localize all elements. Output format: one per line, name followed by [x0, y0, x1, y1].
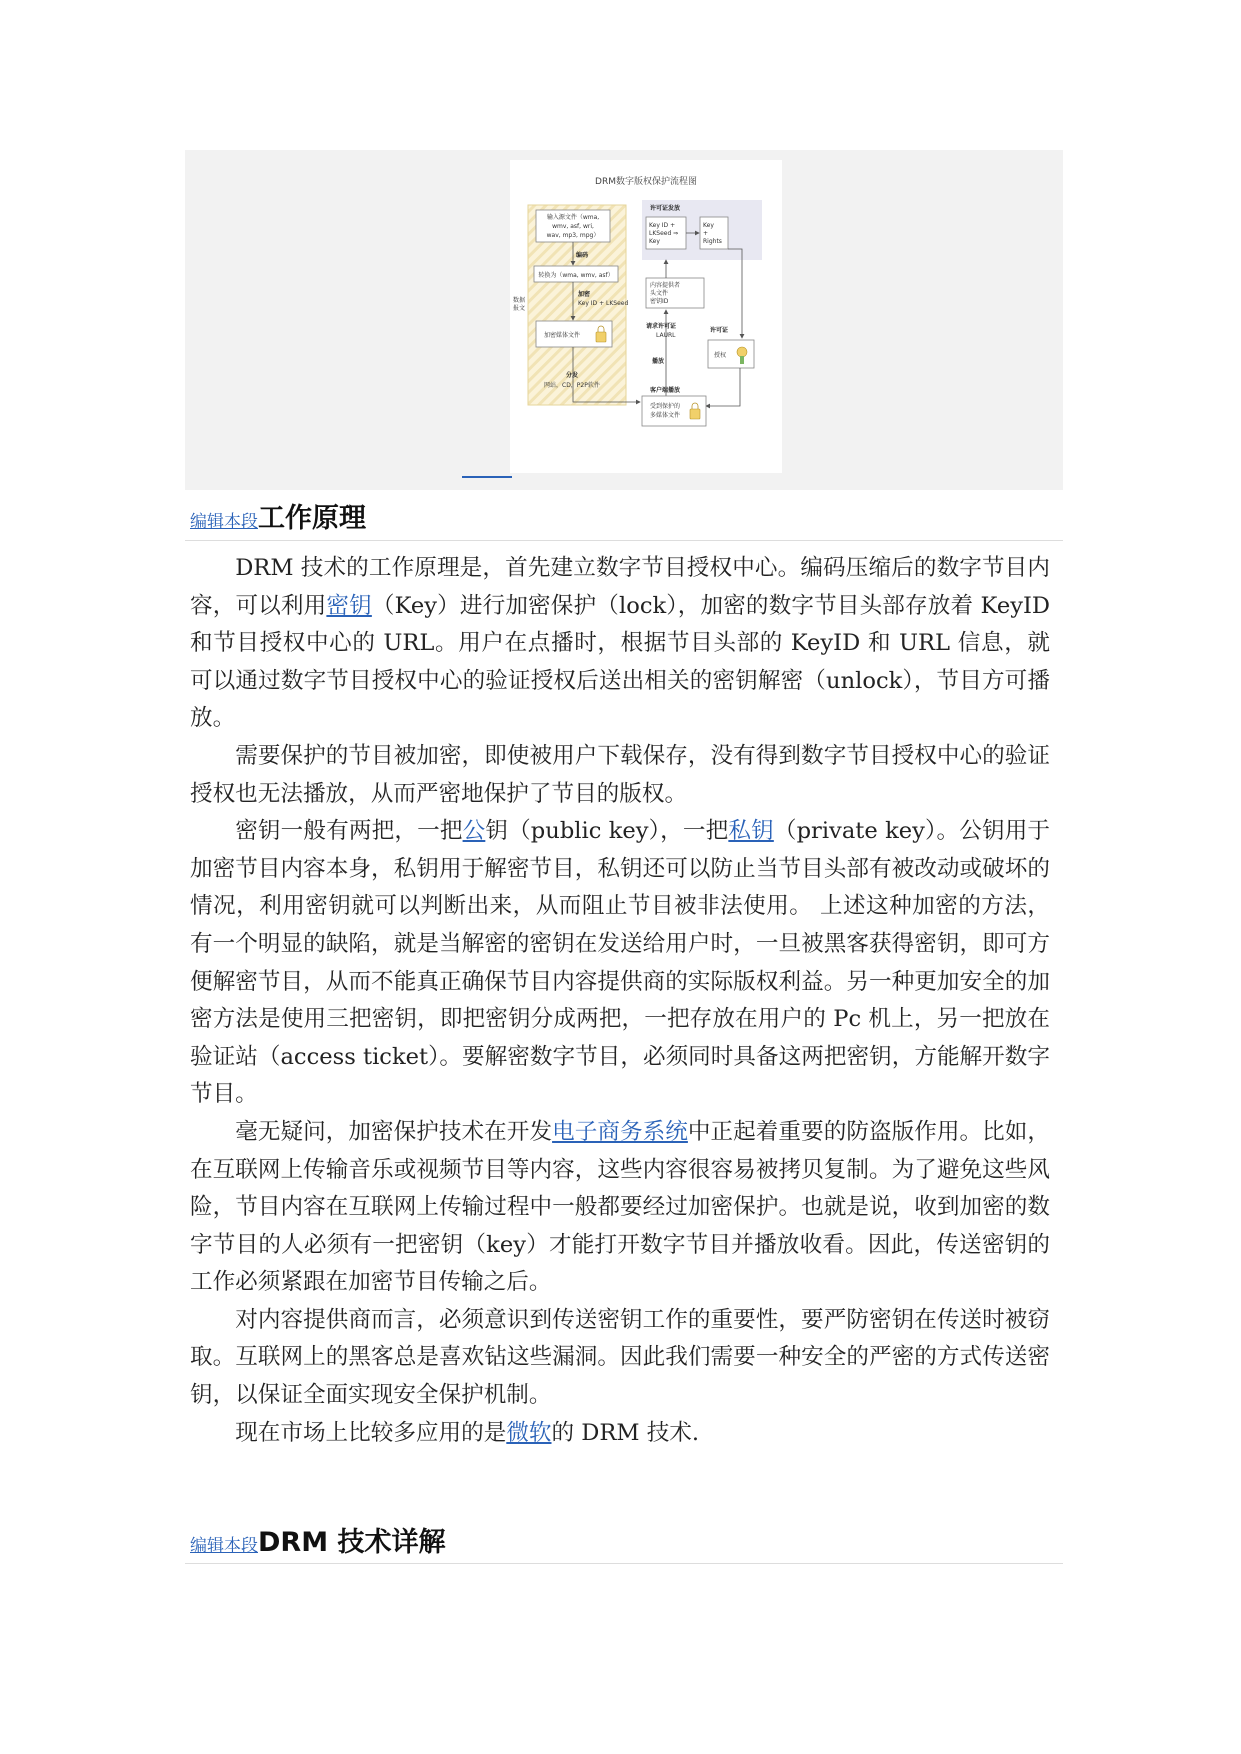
- paragraph: 需要保护的节目被加密，即使被用户下载保存，没有得到数字节目授权中心的验证授权也无法播放，从而严密地保护了节目的版权。: [190, 742, 1050, 807]
- paragraph: 现在市场上比较多应用的是微软的 DRM 技术.: [235, 1419, 700, 1446]
- laurl-label: LAURL: [656, 332, 676, 339]
- key-id-line: Key: [649, 238, 660, 245]
- edit-section-link[interactable]: 编辑本段: [190, 512, 258, 532]
- protected-file-line: 多媒体文件: [650, 412, 681, 419]
- encode-label: 编码: [576, 252, 589, 259]
- license-file-label: 授权: [714, 352, 727, 359]
- section-heading-principle: [190, 496, 366, 535]
- paragraph: 密钥一般有两把，一把公钥（public key），一把私钥（private key）。公钥用于加密节目内容本身，私钥用于解密节目，私钥还可以防止当节目头部有被改动或破坏的情况，利用密钥就可以判断出来，从而阻止节目被非法使用。 上述这种加密的方法，有一个明显的缺陷，就是当解密的密钥在发送给用户时，一旦被黑客获得密钥，即可方便解密节目，从而不能真正确保节目内容提供商的实际版权利益。另一种更加安全的加密方法是使用三把密钥，即把密钥分成两把，一把存放在用户的 Pc 机上，另一把放在验证站（access ticket）。要解密数字节目，必须同时具备这两把密钥，方能解开数字节目。: [190, 818, 1051, 1108]
- article-body: [190, 550, 1050, 1452]
- key-rights-line: +: [703, 230, 709, 237]
- key-seed-label: Key ID + LKSeed: [578, 300, 629, 307]
- key-id-line: LKSeed ⇒: [649, 230, 679, 237]
- key-id-line: Key ID +: [649, 222, 676, 229]
- link-key[interactable]: 密钥: [326, 592, 372, 619]
- encrypted-file-label: 加密媒体文件: [543, 332, 581, 339]
- paragraph: DRM 技术的工作原理是，首先建立数字节目授权中心。编码压缩后的数字节目内容，可以利用密钥（Key）进行加密保护（lock），加密的数字节目头部存放着 KeyID 和节目授权中心的 URL。用户在点播时，根据节目头部的 KeyID 和 URL 信息，就可以通过数字节目授权中心的验证授权后送出相关的密钥解密（unlock），节目方可播放。: [190, 555, 1050, 732]
- link-ecommerce[interactable]: 电子商务系统: [552, 1118, 688, 1145]
- request-license-label: 请求许可证: [646, 323, 677, 330]
- client-label: 客户端播放: [650, 387, 681, 394]
- distribute-label: 分发: [566, 372, 579, 379]
- drm-flow-diagram-image: [510, 160, 782, 473]
- key-rights-line: Key: [703, 222, 714, 229]
- license-service-label: 许可证发放: [650, 205, 681, 212]
- content-box-line: 头文件: [650, 290, 669, 297]
- diagram-title: DRM数字版权保护流程图: [595, 177, 697, 187]
- section-divider: [185, 1563, 1063, 1564]
- figure-accent-line: [462, 476, 512, 478]
- encrypt-label: 加密: [578, 291, 591, 298]
- content-box-line: 内容提供者: [650, 282, 681, 289]
- content-box-line: 密钥ID: [650, 298, 669, 305]
- section-title: 工作原理: [258, 503, 366, 534]
- side-label: 报文: [513, 305, 526, 312]
- section-title: DRM 技术详解: [258, 1527, 446, 1558]
- edit-section-link[interactable]: 编辑本段: [190, 1536, 258, 1556]
- play-label: 播放: [652, 358, 665, 365]
- key-rights-line: Rights: [703, 238, 722, 245]
- protected-file-line: 受到保护的: [650, 403, 681, 410]
- figure-container: [185, 150, 1063, 490]
- distribute-channels-label: 网站，CD，P2P软件: [544, 382, 600, 389]
- paragraph: 对内容提供商而言，必须意识到传送密钥工作的重要性，要严防密钥在传送时被窃取。互联网上的黑客总是喜欢钻这些漏洞。因此我们需要一种安全的严密的方式传送密钥，以保证全面实现安全保护机制。: [190, 1306, 1050, 1409]
- side-label: 数据: [513, 297, 526, 304]
- link-microsoft[interactable]: 微软: [506, 1419, 552, 1446]
- license-label: 许可证: [710, 327, 729, 334]
- section-heading-details: [190, 1520, 445, 1559]
- link-public[interactable]: 公: [462, 818, 486, 845]
- link-private-key[interactable]: 私钥: [728, 818, 774, 845]
- input-box-line: wmv, asf, wri,: [552, 223, 594, 230]
- input-box-line: wav, mp3, mpg）: [546, 232, 600, 239]
- section-divider: [185, 540, 1063, 541]
- convert-box-label: 转换为（wma, wmv, asf）: [538, 272, 614, 279]
- paragraph: 毫无疑问，加密保护技术在开发电子商务系统中正起着重要的防盗版作用。比如，在互联网上传输音乐或视频节目等内容，这些内容很容易被拷贝复制。为了避免这些风险，节目内容在互联网上传输过程中一般都要经过加密保护。也就是说，收到加密的数字节目的人必须有一把密钥（key）才能打开数字节目并播放收看。因此，传送密钥的工作必须紧跟在加密节目传输之后。: [190, 1118, 1051, 1296]
- input-box-line: 输入源文件（wma,: [546, 214, 600, 221]
